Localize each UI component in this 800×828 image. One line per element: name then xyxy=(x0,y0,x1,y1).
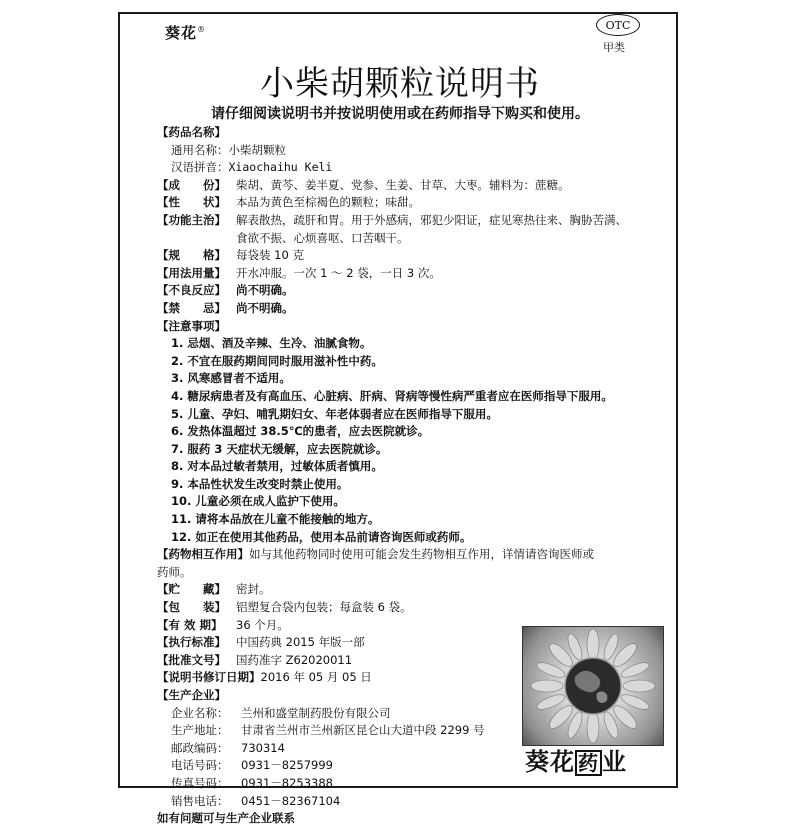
manufacturer-value: 甘肃省兰州市兰州新区昆仑山大道中段 2299 号 xyxy=(241,723,485,738)
contact-note: 如有问题可与生产企业联系 xyxy=(157,811,295,826)
precaution-item: 12. 如正在使用其他药品，使用本品前请咨询医师或药师。 xyxy=(171,529,472,544)
package-value: 铝塑复合袋内包装；每盒装 6 袋。 xyxy=(236,600,412,615)
logo-text-part3: 业 xyxy=(602,747,627,776)
precaution-item: 6. 发热体温超过 38.5℃的患者，应去医院就诊。 xyxy=(171,424,430,439)
precaution-item: 1. 忌烟、酒及辛辣、生冷、油腻食物。 xyxy=(171,336,372,351)
generic-name-row xyxy=(157,142,667,160)
contraindications-row xyxy=(157,300,667,318)
generic-name-value: 小柴胡颗粒 xyxy=(228,142,286,157)
manufacturer-key: 生产地址： xyxy=(171,723,229,738)
approval-value: 国药准字 Z62020011 xyxy=(236,652,353,667)
adverse-value: 尚不明确。 xyxy=(236,283,294,298)
otc-badge-text: OTC xyxy=(605,18,631,32)
adverse-label: 【不良反应】 xyxy=(157,283,226,298)
brand-logo xyxy=(165,22,206,43)
adverse-row xyxy=(157,282,667,300)
generic-name-label: 通用名称： xyxy=(171,142,229,157)
sunflower-image xyxy=(522,626,664,746)
contraindications-value: 尚不明确。 xyxy=(236,300,294,315)
precaution-item: 4. 糖尿病患者及有高血压、心脏病、肝病、肾病等慢性病严重者应在医师指导下服用。 xyxy=(171,388,613,403)
approval-label: 【批准文号】 xyxy=(157,652,226,667)
validity-label: 【有 效 期】 xyxy=(157,617,223,632)
pinyin-row xyxy=(157,159,667,177)
appearance-value: 本品为黄色至棕褐色的颗粒；味甜。 xyxy=(236,195,420,210)
manufacturer-row xyxy=(157,793,667,811)
section-drug-name: 【药品名称】 xyxy=(157,125,226,139)
page-title: 小柴胡颗粒说明书 xyxy=(260,64,540,104)
storage-value: 密封。 xyxy=(236,582,271,597)
dosage-value: 开水冲服。一次 1 ～ 2 袋，一日 3 次。 xyxy=(236,265,441,280)
dosage-label: 【用法用量】 xyxy=(157,265,226,280)
pinyin-label: 汉语拼音： xyxy=(171,160,229,175)
standard-label: 【执行标准】 xyxy=(157,635,226,650)
precaution-item: 7. 服药 3 天症状无缓解，应去医院就诊。 xyxy=(171,441,388,456)
precaution-item: 8. 对本品过敏者禁用，过敏体质者慎用。 xyxy=(171,459,383,474)
pinyin-value: Xiaochaihu Keli xyxy=(228,160,333,175)
ingredients-row xyxy=(157,177,667,195)
page-subtitle: 请仔细阅读说明书并按说明使用或在药师指导下购买和使用。 xyxy=(211,106,589,122)
manufacturer-value: 730314 xyxy=(241,740,285,755)
manufacturer-value: 兰州和盛堂制药股份有限公司 xyxy=(241,705,391,720)
manufacturer-key: 传真号码： xyxy=(171,775,229,790)
appearance-row xyxy=(157,194,667,212)
precautions-label: 【注意事项】 xyxy=(157,318,226,333)
manufacturer-value: 0931－8253388 xyxy=(241,775,333,790)
sunflower-graphic xyxy=(523,627,663,745)
specification-row xyxy=(157,247,667,265)
specification-label: 【规 格】 xyxy=(157,248,226,263)
precaution-item: 3. 风寒感冒者不适用。 xyxy=(171,371,291,386)
brand-name: 葵花 xyxy=(165,24,198,42)
standard-value: 中国药典 2015 年版一部 xyxy=(236,635,365,650)
manufacturer-key: 邮政编码： xyxy=(171,740,229,755)
contraindications-label: 【禁 忌】 xyxy=(157,300,226,315)
validity-value: 36 个月。 xyxy=(236,617,289,632)
precautions-section xyxy=(157,318,667,547)
indications-value-line2: 食欲不振、心烦喜呕、口苦咽干。 xyxy=(236,230,409,245)
manufacturer-key: 企业名称： xyxy=(171,705,229,720)
otc-class: 甲类 xyxy=(603,41,625,54)
precaution-item: 10. 儿童必须在成人监护下使用。 xyxy=(171,494,345,509)
package-row xyxy=(157,599,667,617)
interactions-row xyxy=(157,546,667,564)
precaution-item: 11. 请将本品放在儿童不能接触的地方。 xyxy=(171,512,380,527)
manufacturer-value: 0451－82367104 xyxy=(241,793,341,808)
manufacturer-row xyxy=(157,775,667,793)
logo-text-part1: 葵花 xyxy=(525,747,575,776)
indications-label: 【功能主治】 xyxy=(157,212,226,227)
specification-value: 每袋装 10 克 xyxy=(236,248,304,263)
interactions-value-line1: 如与其他药物同时使用可能会发生药物相互作用，详情请咨询医师或 xyxy=(249,547,594,562)
storage-label: 【贮 藏】 xyxy=(157,582,226,597)
precaution-item: 5. 儿童、孕妇、哺乳期妇女、年老体弱者应在医师指导下服用。 xyxy=(171,406,498,421)
ingredients-value: 柴胡、黄芩、姜半夏、党参、生姜、甘草、大枣。辅料为：蔗糖。 xyxy=(236,177,570,192)
revision-value: 2016 年 05 月 05 日 xyxy=(260,670,372,685)
otc-badge xyxy=(596,14,640,36)
storage-row xyxy=(157,581,667,599)
manufacturer-key: 销售电话： xyxy=(171,793,229,808)
registered-mark: ® xyxy=(197,25,207,34)
interactions-value-line2: 药师。 xyxy=(157,564,192,579)
precaution-item: 2. 不宜在服药期间同时服用滋补性中药。 xyxy=(171,353,383,368)
indications-value-line1: 解表散热，疏肝和胃。用于外感病，邪犯少阳证，症见寒热往来、胸胁苦满、 xyxy=(236,212,627,227)
revision-label: 【说明书修订日期】 xyxy=(157,670,261,685)
appearance-label: 【性 状】 xyxy=(157,195,226,210)
logo-text-boxed: 药 xyxy=(575,750,602,776)
manufacturer-key: 电话号码： xyxy=(171,758,229,773)
manufacturer-label: 【生产企业】 xyxy=(157,688,226,702)
package-label: 【包 装】 xyxy=(157,600,226,615)
brand-logo-bottom xyxy=(525,742,627,777)
precaution-item: 9. 本品性状发生改变时禁止使用。 xyxy=(171,476,349,491)
manufacturer-value: 0931－8257999 xyxy=(241,758,333,773)
interactions-label: 【药物相互作用】 xyxy=(157,547,249,562)
indications-row xyxy=(157,212,667,230)
ingredients-label: 【成 份】 xyxy=(157,177,226,192)
dosage-row xyxy=(157,265,667,283)
